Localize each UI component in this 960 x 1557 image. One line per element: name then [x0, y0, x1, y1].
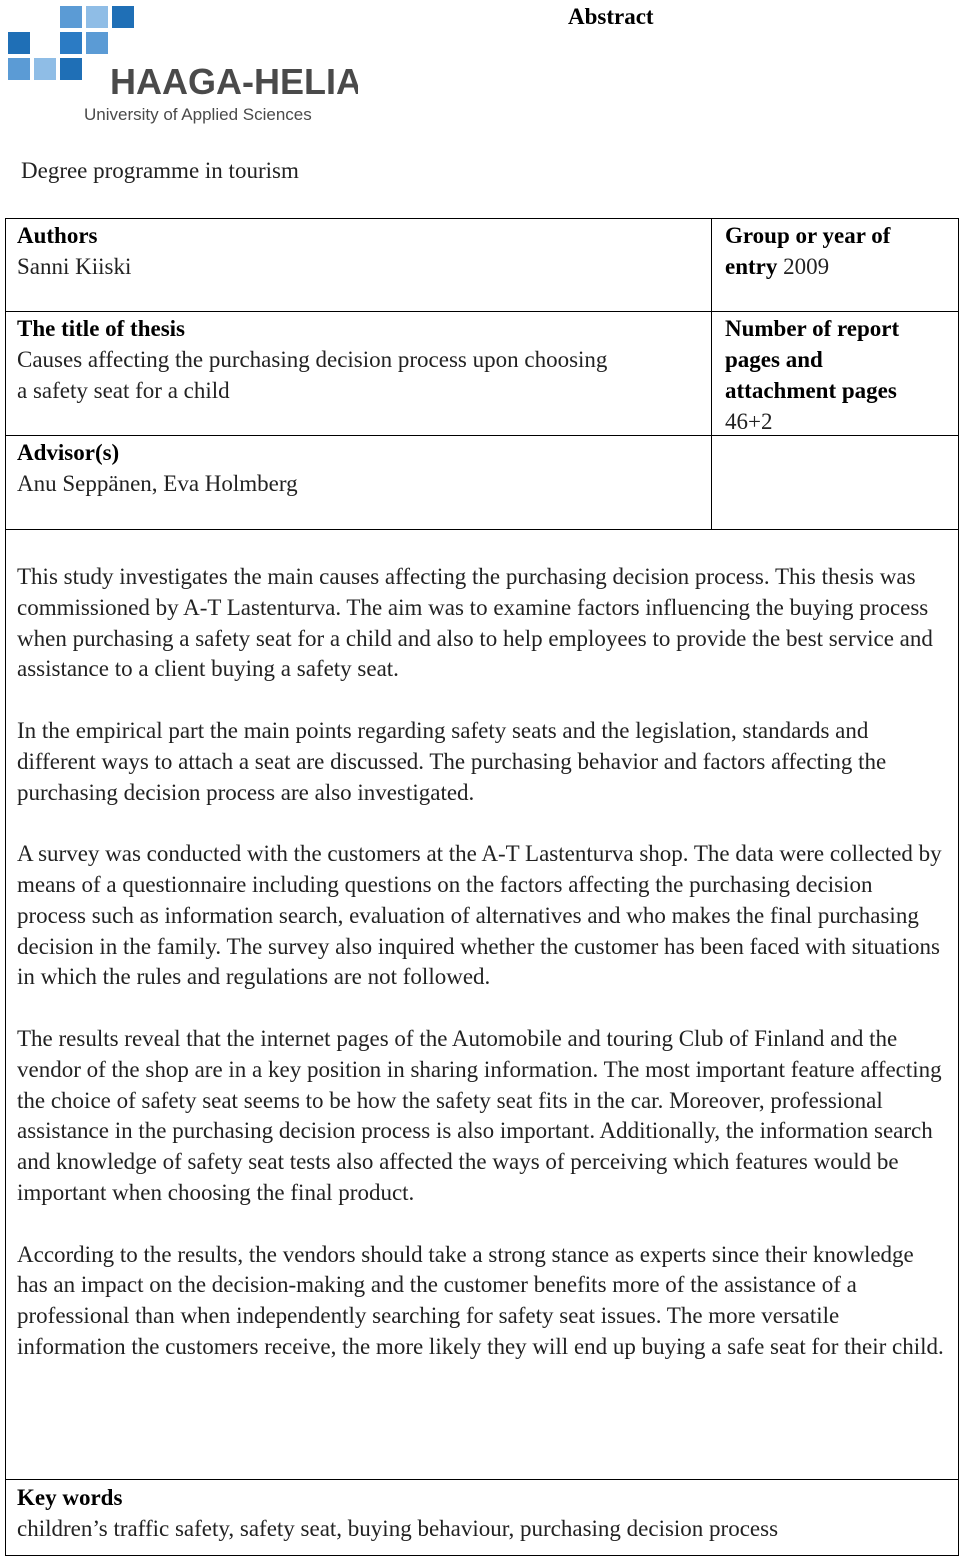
authors-cell: [17, 220, 131, 282]
abstract-paragraph: The results reveal that the internet pages of the Automobile and touring Club of Finland and the vendor of the shop are in a key position in sharing information. The most important feature affecting the choice of safety seat seems to be how the safety seat fits in the car. Moreover, professional assistance in the purchasing decision process is also important. Additionally, the information search and knowledge of safety seat tests also affected the ways of perceiving which features would be important when choosing the final product.: [17, 1025, 942, 1205]
group-label: Group or year of: [725, 223, 891, 248]
thesis-title-value-line1: Causes affecting the purchasing decision process upon choosing: [17, 347, 608, 372]
authors-value: Sanni Kiiski: [17, 254, 132, 279]
row-divider: [5, 311, 959, 312]
row-divider: [5, 529, 959, 530]
logo-square: [8, 32, 30, 54]
row-divider: [5, 1479, 959, 1480]
abstract-heading: Abstract: [568, 4, 654, 29]
abstract-text: [17, 562, 947, 1394]
thesis-title-label: The title of thesis: [17, 316, 186, 341]
column-divider: [711, 218, 712, 529]
keywords-label: Key words: [17, 1485, 123, 1510]
abstract-paragraph: According to the results, the vendors should take a strong stance as experts since their knowledge has an impact on the decision-making and the customer benefits more of the assistance of a professional than when independently searching for safety seat issues. The more versatile information the customers receive, the more likely they will end up buying a safe seat for their child.: [17, 1241, 944, 1359]
university-logo: [8, 6, 358, 126]
degree-programme: Degree programme in tourism: [21, 158, 299, 183]
group-value: 2009: [783, 254, 830, 279]
pages-label-line3: attachment pages: [725, 378, 897, 403]
logo-name: HAAGA-HELIA: [110, 61, 358, 102]
logo-square: [86, 6, 108, 28]
logo-square: [8, 58, 30, 80]
abstract-paragraph: This study investigates the main causes affecting the purchasing decision process. This thesis was commissioned by A-T Lastenturva. The aim was to examine factors influencing the buying process when purchasing a safety seat for a child and also to help employees to provide the best service and assistance to a client buying a safety seat.: [17, 564, 933, 682]
advisors-cell: [17, 437, 298, 499]
authors-label: Authors: [17, 223, 98, 248]
pages-value: 46+2: [725, 409, 773, 434]
logo-subtitle: University of Applied Sciences: [84, 105, 312, 124]
keywords-value: children’s traffic safety, safety seat, buying behaviour, purchasing decision process: [17, 1516, 779, 1541]
group-cell: [725, 220, 890, 282]
abstract-paragraph: In the empirical part the main points regarding safety seats and the legislation, standards and different ways to attach a seat are discussed. The purchasing behavior and factors affecting the purchasing decision process are also investigated.: [17, 717, 887, 805]
advisors-label: Advisor(s): [17, 440, 120, 465]
logo-square: [60, 58, 82, 80]
group-label-entry: entry: [725, 254, 778, 279]
advisors-value: Anu Seppänen, Eva Holmberg: [17, 471, 298, 496]
keywords-cell: [17, 1482, 778, 1544]
pages-label-line2: pages and: [725, 347, 823, 372]
logo-square: [86, 32, 108, 54]
logo-square: [60, 32, 82, 54]
pages-cell: [725, 313, 899, 437]
logo-square: [60, 6, 82, 28]
group-line: [725, 254, 829, 279]
logo-square: [112, 6, 134, 28]
pages-label-line1: Number of report: [725, 316, 900, 341]
logo-square: [34, 58, 56, 80]
thesis-title-cell: [17, 313, 607, 406]
abstract-paragraph: A survey was conducted with the customers at the A-T Lastenturva shop. The data were collected by means of a questionnaire including questions on the factors affecting the purchasing decision process such as information search, evaluation of alternatives and who makes the final purchasing decision in the family. The survey also inquired whether the customer has been faced with situations in which the rules and regulations are not followed.: [17, 841, 942, 990]
thesis-title-value-line2: a safety seat for a child: [17, 378, 230, 403]
logo-mark: [8, 6, 358, 126]
